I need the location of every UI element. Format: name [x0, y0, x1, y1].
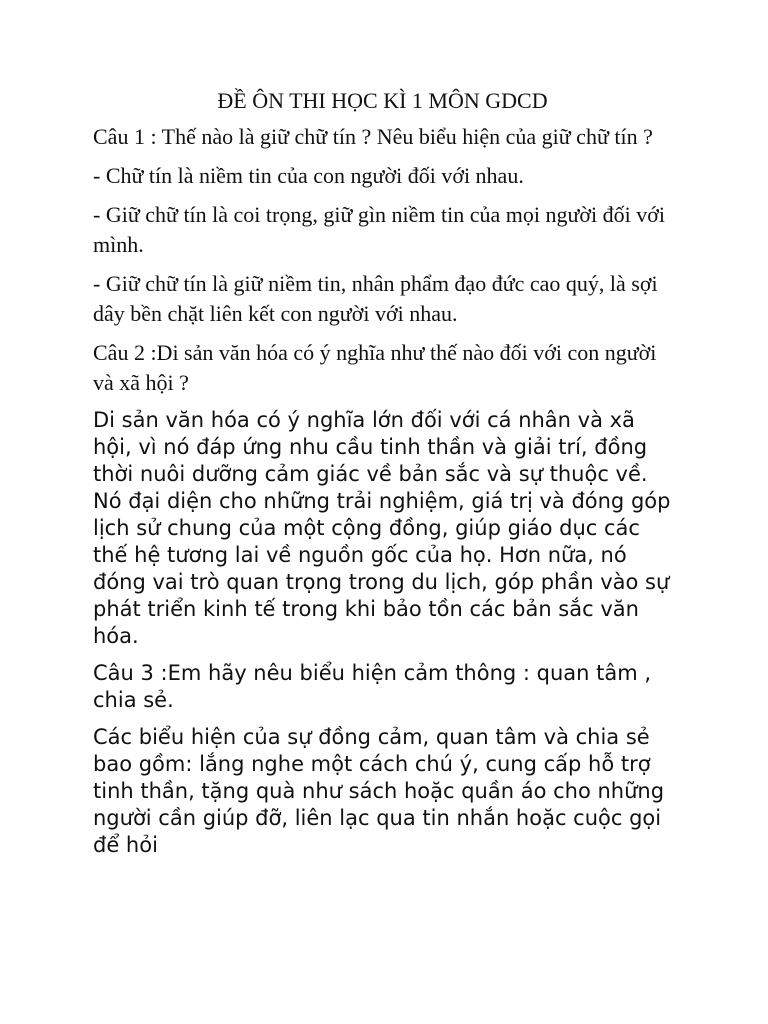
question-1: Câu 1 : Thế nào là giữ chữ tín ? Nêu biểu hiện của giữ chữ tín ? — [93, 124, 653, 149]
question-2: Câu 2 :Di sản văn hóa có ý nghĩa như thế nào đối với con người và xã hội ? — [93, 340, 657, 395]
answer-1-line-2: - Giữ chữ tín là coi trọng, giữ gìn niềm tin của mọi người đối với mình. — [93, 202, 665, 257]
question-3: Câu 3 :Em hãy nêu biểu hiện cảm thông : quan tâm , chia sẻ. — [93, 661, 652, 712]
answer-1-line-3: - Giữ chữ tín là giữ niềm tin, nhân phẩm đạo đức cao quý, là sợi dây bền chặt liên kết con người với nhau. — [93, 271, 658, 326]
answer-1-line-1: - Chữ tín là niềm tin của con người đối với nhau. — [93, 163, 524, 188]
answer-2: Di sản văn hóa có ý nghĩa lớn đối với cá nhân và xã hội, vì nó đáp ứng nhu cầu tinh thần và giải trí, đồng thời nuôi dưỡng cảm giác về bản sắc và sự thuộc về. Nó đại diện cho những trải nghiệm, giá trị và đóng góp lịch sử chung của một cộng đồng, giúp giáo dục các thế hệ tương lai về nguồn gốc của họ. Hơn nữa, nó đóng vai trò quan trọng trong du lịch, góp phần vào sự phát triển kinh tế trong khi bảo tồn các bản sắc văn hóa. — [93, 408, 671, 648]
answer-3: Các biểu hiện của sự đồng cảm, quan tâm và chia sẻ bao gồm: lắng nghe một cách chú ý, cung cấp hỗ trợ tinh thần, tặng quà như sách hoặc quần áo cho những người cần giúp đỡ, liên lạc qua tin nhắn hoặc cuộc gọi để hỏi — [93, 725, 665, 857]
document-title: ĐỀ ÔN THI HỌC KÌ 1 MÔN GDCD — [217, 88, 548, 113]
